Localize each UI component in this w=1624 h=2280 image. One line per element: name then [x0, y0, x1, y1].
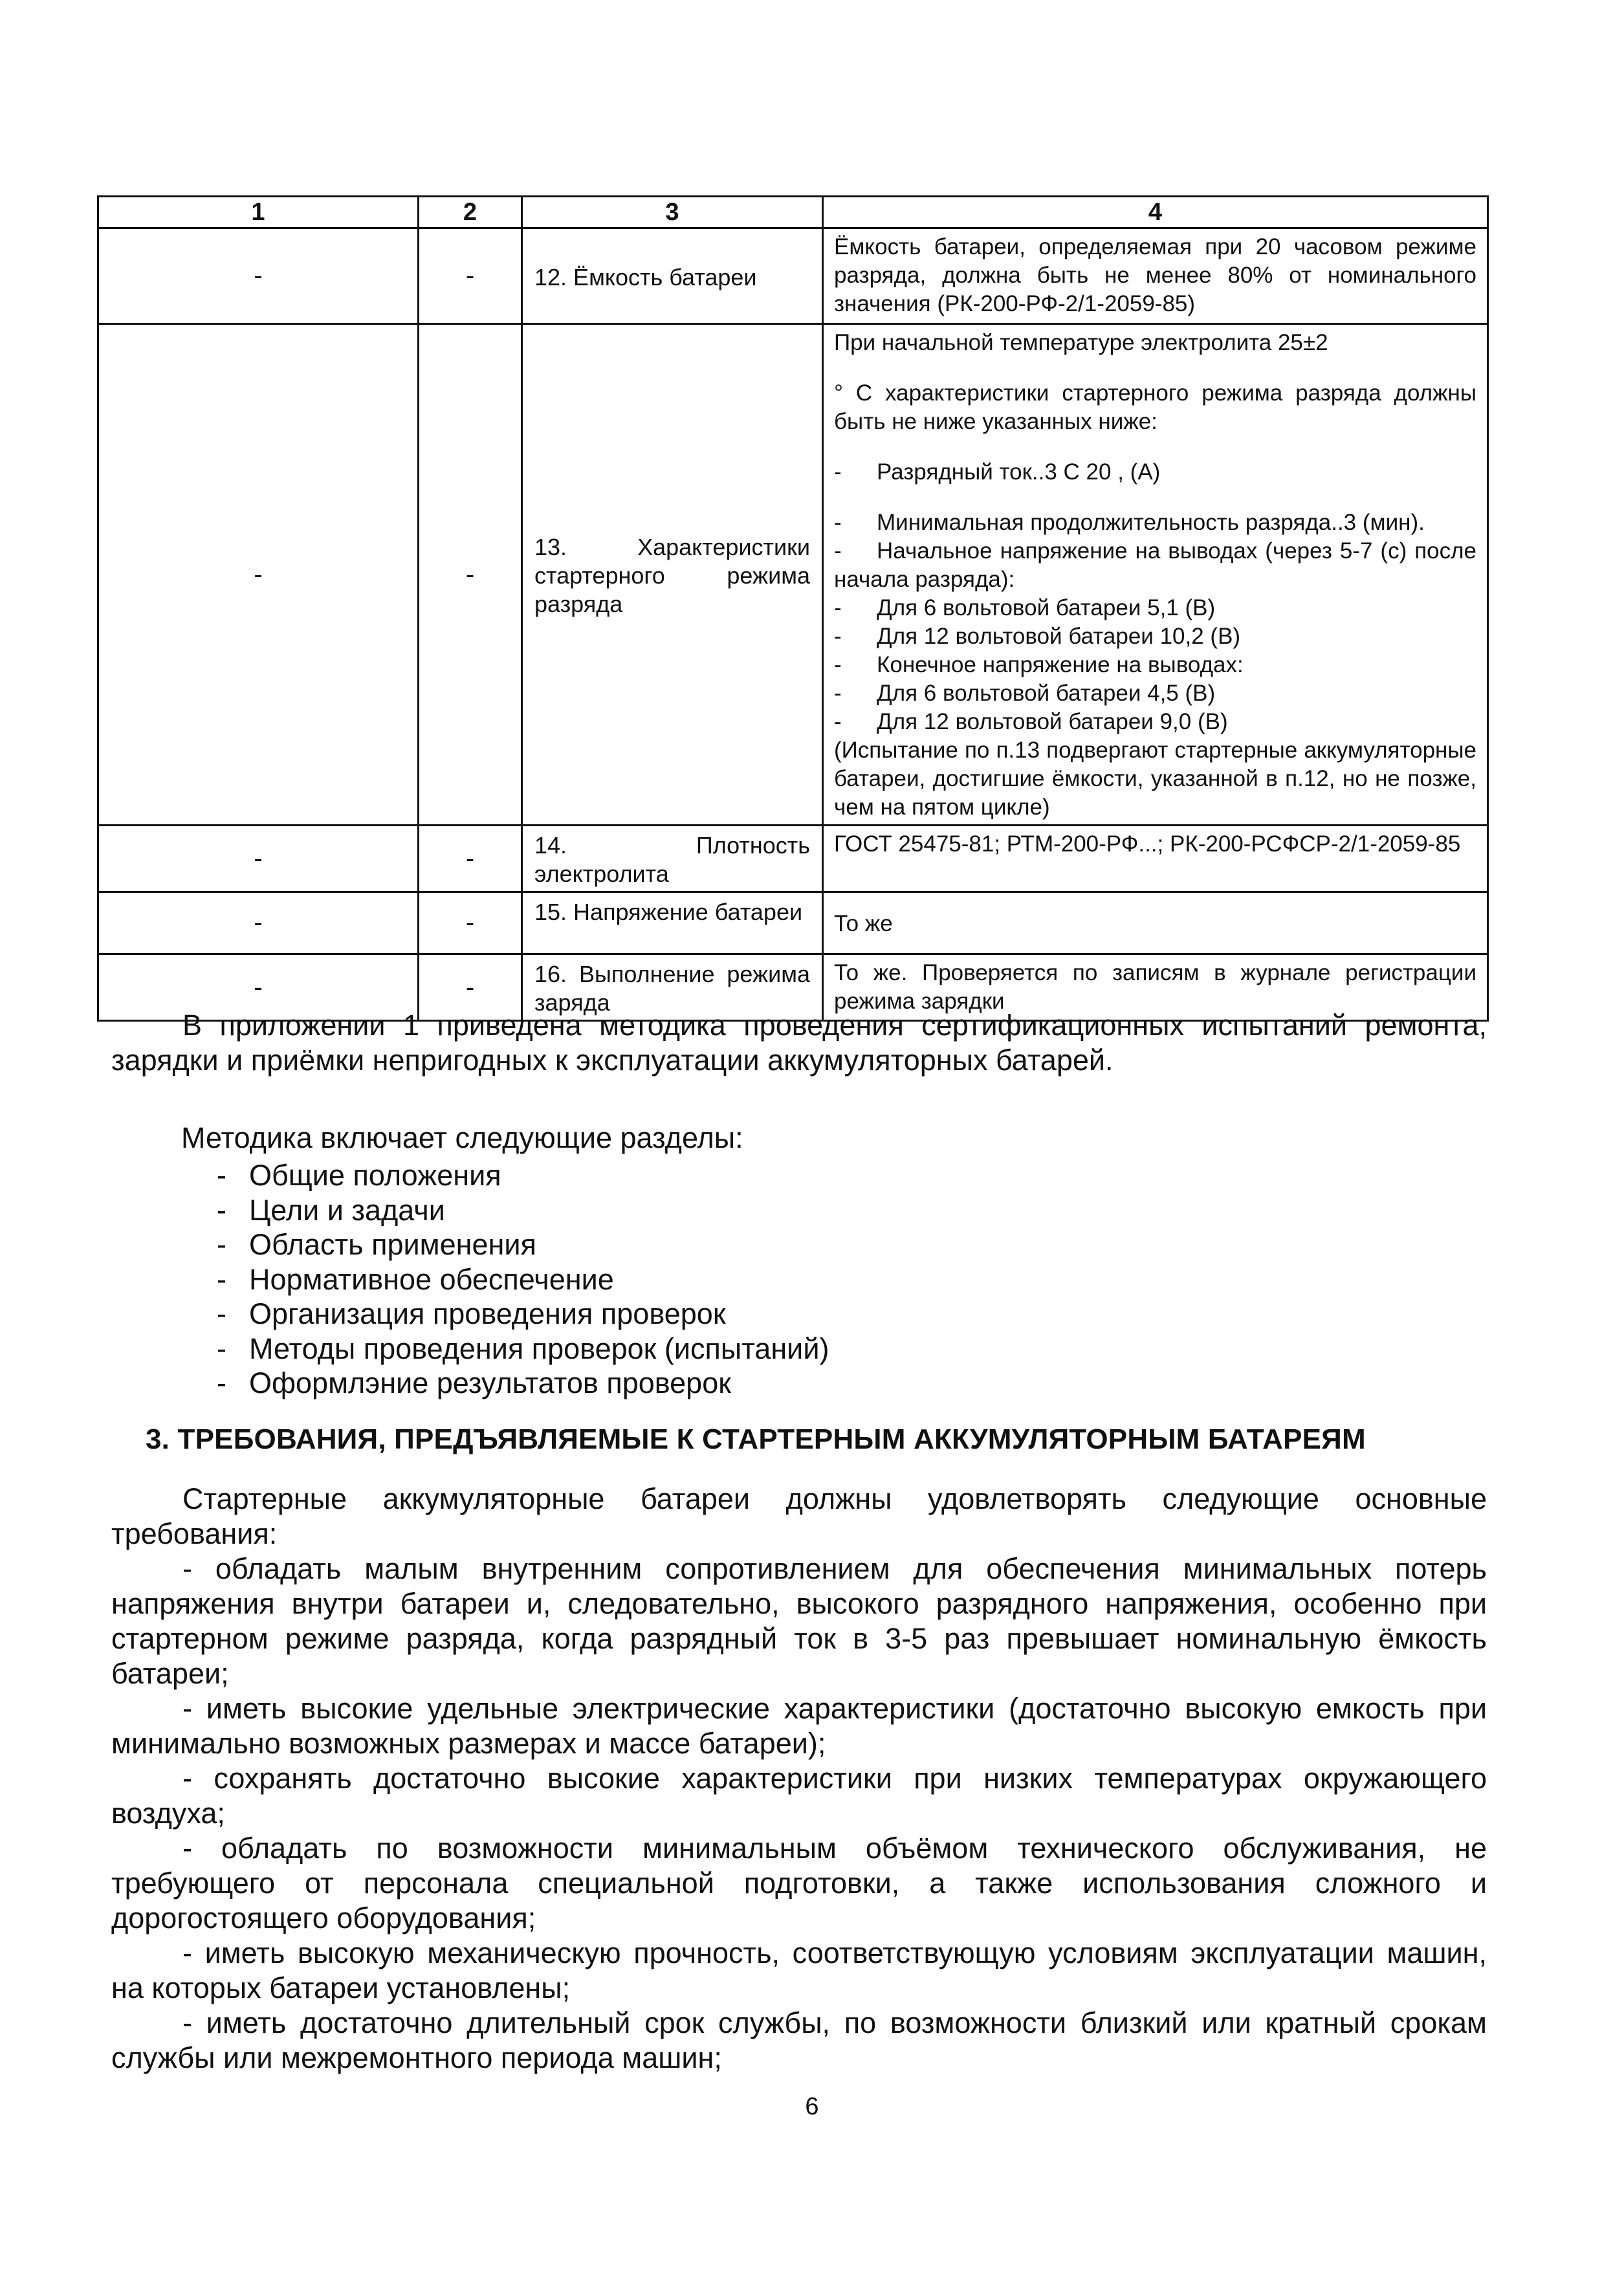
list-item: - Цели и задачи: [217, 1193, 445, 1227]
cell-item-title: 13. Характеристики стартерного режима разряда: [522, 324, 823, 826]
table-row: [98, 228, 1488, 324]
cell-item-title: 14. Плотность электролита: [522, 826, 823, 892]
cell-item-requirement: [823, 324, 1488, 826]
table-row: [98, 826, 1488, 892]
cell-col2: -: [419, 892, 522, 954]
requirement-note: (Испытание по п.13 подвергают стартерные аккумуляторные батареи, достигшие ёмкости, указанной в п.12, но не позже, чем на пятом цикле): [834, 738, 1476, 820]
cell-col2: -: [419, 826, 522, 892]
list-item: - Общие положения: [217, 1159, 501, 1192]
list-item: - Организация проведения проверок: [217, 1297, 726, 1330]
cell-item-requirement: То же. Проверяется по записям в журнале регистрации режима зарядки: [823, 954, 1488, 1021]
list-item: - Разрядный ток..3 С 20 , (А): [834, 459, 1161, 485]
header-col-4: 4: [823, 197, 1488, 228]
cell-item-requirement: ГОСТ 25475-81; РТМ-200-РФ...; РК-200-РСФСР-2/1-2059-85: [823, 826, 1488, 892]
table-header-row: [98, 197, 1488, 228]
list-item: - Для 6 вольтовой батареи 4,5 (В): [834, 681, 1216, 706]
table-row: [98, 892, 1488, 954]
list-item: - Для 6 вольтовой батареи 5,1 (В): [834, 595, 1216, 620]
cell-col2: -: [419, 954, 522, 1021]
cell-item-requirement: То же: [823, 892, 1488, 954]
cell-col2: -: [419, 228, 522, 324]
cell-item-title: 16. Выполнение режима заряда: [522, 954, 823, 1021]
cell-col1: -: [98, 954, 419, 1021]
cell-col1: -: [98, 892, 419, 954]
requirement-paragraph: - сохранять достаточно высокие характеристики при низких температурах окружающего воздуха;: [111, 1762, 1487, 1830]
list-item: - Минимальная продолжительность разряда..3 (мин).: [834, 510, 1425, 535]
cell-item-requirement: Ёмкость батареи, определяемая при 20 часовом режиме разряда, должна быть не менее 80% от номинального значения (РК-200-РФ-2/1-2059-85): [823, 228, 1488, 324]
list-item: - Начальное напряжение на выводах (через 5-7 (с) после начала разряда):: [834, 538, 1476, 592]
requirements-table: [97, 195, 1489, 1022]
list-item: - Область применения: [217, 1228, 536, 1261]
cell-col1: -: [98, 826, 419, 892]
list-item: - Оформлэние результатов проверок: [217, 1366, 731, 1399]
requirement-paragraph: - иметь достаточно длительный срок службы, по возможности близкий или кратный срокам службы или межремонтного периода машин;: [111, 2006, 1487, 2074]
cell-item-title: 15. Напряжение батареи: [522, 892, 823, 954]
list-item: - Методы проведения проверок (испытаний): [217, 1332, 829, 1365]
requirement-paragraph: - иметь высокие удельные электрические характеристики (достаточно высокую емкость при минимально возможных размерах и массе батареи);: [111, 1692, 1487, 1760]
requirement-paragraph: - иметь высокую механическую прочность, соответствующую условиям эксплуатации машин, на которых батареи установлены;: [111, 1936, 1487, 2004]
spacer: [834, 487, 1476, 509]
requirement-paragraph: - обладать по возможности минимальным объёмом технического обслуживания, не требующего от персонала специальной подготовки, а также использования сложного и дорогостоящего оборудования;: [111, 1832, 1487, 1935]
header-col-3: 3: [522, 197, 823, 228]
requirement-intro: При начальной температуре электролита 25±2: [834, 330, 1328, 355]
list-item: - Конечное напряжение на выводах:: [834, 652, 1244, 677]
method-intro: Методика включает следующие разделы:: [181, 1121, 743, 1154]
requirement-paragraph: - обладать малым внутренним сопротивлением для обеспечения минимальных потерь напряжения внутри батареи и, следовательно, высокого разрядного напряжения, особенно при стартерном режиме разряда, когда разрядный ток в 3-5 раз превышает номинальную ёмкость батареи;: [111, 1552, 1487, 1690]
spacer: [834, 357, 1476, 379]
page-number: 6: [805, 2093, 819, 2120]
cell-item-title: 12. Ёмкость батареи: [522, 228, 823, 324]
requirement-intro-continued: ° С характеристики стартерного режима разряда должны быть не ниже указанных ниже:: [834, 380, 1476, 434]
spacer: [834, 436, 1476, 458]
section-heading: 3. ТРЕБОВАНИЯ, ПРЕДЪЯВЛЯЕМЫЕ К СТАРТЕРНЫМ АККУМУЛЯТОРНЫМ БАТАРЕЯМ: [146, 1423, 1366, 1455]
cell-col1: -: [98, 324, 419, 826]
cell-col1: -: [98, 228, 419, 324]
header-col-1: 1: [98, 197, 419, 228]
list-item: - Нормативное обеспечение: [217, 1262, 614, 1296]
header-col-2: 2: [419, 197, 522, 228]
cell-col2: -: [419, 324, 522, 826]
requirements-intro: Стартерные аккумуляторные батареи должны удовлетворять следующие основные требования:: [111, 1482, 1487, 1550]
method-sections-list: [217, 1158, 829, 1401]
appendix-paragraph: В приложении 1 приведена методика проведения сертификационных испытаний ремонта, зарядки и приёмки непригодных к эксплуатации аккумуляторных батарей.: [111, 1009, 1487, 1077]
list-item: - Для 12 вольтовой батареи 9,0 (В): [834, 709, 1228, 734]
list-item: - Для 12 вольтовой батареи 10,2 (В): [834, 624, 1241, 649]
table-row: [98, 324, 1488, 826]
